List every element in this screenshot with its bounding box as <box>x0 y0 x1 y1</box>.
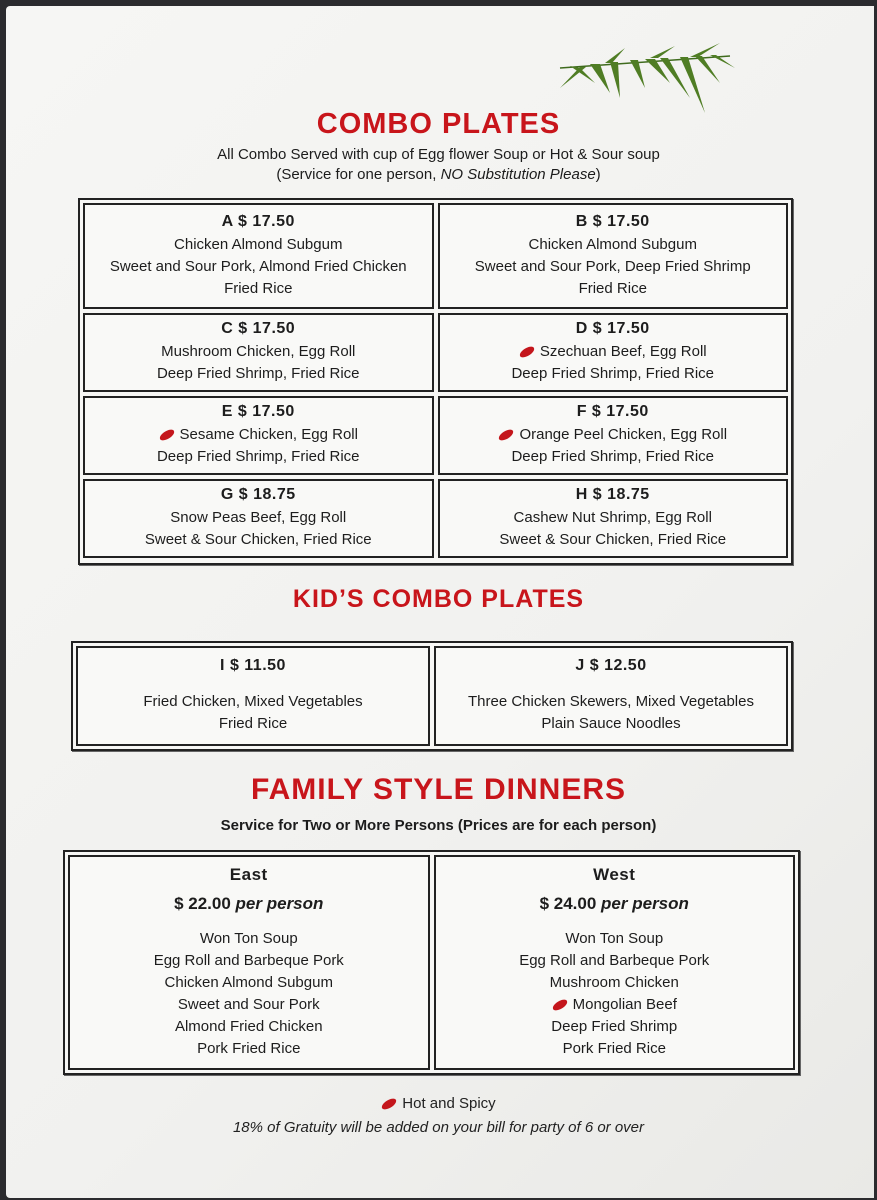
menu-item-price <box>436 894 794 914</box>
gratuity-note: 18% of Gratuity will be added on your bill for party of 6 or over <box>232 1119 645 1136</box>
combo-heading: COMBO PLATES <box>316 108 561 140</box>
menu-item-text: Sweet and Sour Pork, Almond Fried Chicken <box>109 257 407 275</box>
menu-item-box <box>68 855 430 1070</box>
menu-item-text: Plain Sauce Noodles <box>541 715 681 732</box>
menu-item-line <box>440 278 787 300</box>
menu-item-line <box>440 507 787 529</box>
price-value: $ 22.00 <box>174 894 231 913</box>
menu-item-line <box>70 950 428 972</box>
menu-item-text: Egg Roll and Barbeque Pork <box>519 952 710 969</box>
menu-item-line <box>85 424 432 446</box>
menu-item-text: Three Chicken Skewers, Mixed Vegetables <box>468 693 754 710</box>
menu-item-line <box>70 994 428 1016</box>
combo-subtitle-line2-a: (Service for one person, <box>276 166 441 183</box>
menu-item-title: D $ 17.50 <box>575 320 650 337</box>
menu-item-text: Deep Fried Shrimp <box>551 1018 678 1035</box>
menu-item-text: Snow Peas Beef, Egg Roll <box>170 509 347 526</box>
family-subtitle: Service for Two or More Persons (Prices are for each person) <box>220 817 657 834</box>
menu-item-text: Pork Fried Rice <box>562 1040 666 1057</box>
menu-item-line <box>436 950 794 972</box>
menu-item-text: Sweet and Sour Pork, Deep Fried Shrimp <box>474 257 751 275</box>
menu-item-line <box>440 446 787 468</box>
menu-item-line <box>440 363 787 385</box>
menu-item-text: Fried Rice <box>578 279 647 297</box>
menu-item-text: Sweet and Sour Pork <box>177 996 320 1013</box>
menu-item-line <box>70 1016 428 1038</box>
menu-item-text: Cashew Nut Shrimp, Egg Roll <box>513 509 712 526</box>
combo-subtitle-2 <box>0 166 877 183</box>
menu-item-title: F $ 17.50 <box>576 403 649 420</box>
menu-item-line <box>440 424 787 446</box>
menu-item-line <box>85 278 432 300</box>
chili-pepper-icon <box>380 1097 398 1111</box>
menu-item-text: Fried Rice <box>218 715 288 732</box>
menu-item-title: G $ 18.75 <box>220 486 296 503</box>
menu-item-box <box>438 313 789 392</box>
menu-item-text: Mushroom Chicken <box>549 974 679 991</box>
menu-item-line <box>436 994 794 1016</box>
menu-item-text: Deep Fried Shrimp, Fried Rice <box>511 448 715 465</box>
chili-pepper-icon <box>518 345 536 359</box>
menu-item-box <box>438 396 789 475</box>
menu-item-title: E $ 17.50 <box>221 403 295 420</box>
menu-item-line <box>85 507 432 529</box>
menu-item-text: Egg Roll and Barbeque Pork <box>153 952 344 969</box>
menu-item-line <box>85 341 432 363</box>
menu-item-line <box>436 928 794 950</box>
combo-subtitle <box>0 146 877 163</box>
menu-item-line <box>85 529 432 551</box>
menu-item-text: Almond Fried Chicken <box>174 1018 323 1035</box>
menu-item-title: I $ 11.50 <box>220 657 286 674</box>
chili-pepper-icon <box>158 428 176 442</box>
menu-item-line <box>78 691 428 713</box>
menu-item-line <box>440 256 787 278</box>
menu-item-text: Chicken Almond Subgum <box>528 235 697 253</box>
menu-item-text: Sweet & Sour Chicken, Fried Rice <box>499 531 727 548</box>
menu-item-box <box>438 203 789 309</box>
chili-pepper-icon <box>497 428 515 442</box>
menu-item-title: H $ 18.75 <box>575 486 650 503</box>
menu-item-text: Sesame Chicken, Egg Roll <box>179 426 358 443</box>
menu-item-line <box>78 713 428 735</box>
menu-item-line <box>436 713 786 735</box>
chili-pepper-icon <box>551 998 569 1012</box>
menu-item-line <box>436 1038 794 1060</box>
menu-item-text: Deep Fried Shrimp, Fried Rice <box>511 365 715 382</box>
menu-item-text: Orange Peel Chicken, Egg Roll <box>519 426 728 443</box>
menu-item-line <box>70 928 428 950</box>
menu-item-text: Deep Fried Shrimp, Fried Rice <box>156 365 360 382</box>
menu-item-box <box>83 479 434 558</box>
menu-item-line <box>85 446 432 468</box>
menu-item-title: East <box>229 865 268 884</box>
menu-item-line <box>70 1038 428 1060</box>
menu-item-box <box>83 313 434 392</box>
menu-item-text: Won Ton Soup <box>565 930 664 947</box>
menu-item-line <box>440 234 787 256</box>
price-value: $ 24.00 <box>539 894 597 913</box>
spicy-legend <box>0 1095 877 1112</box>
menu-item-title: C $ 17.50 <box>221 320 296 337</box>
menu-item-text: Fried Chicken, Mixed Vegetables <box>143 693 363 710</box>
menu-item-line <box>436 972 794 994</box>
menu-item-text: Mongolian Beef <box>572 996 677 1013</box>
family-grid <box>63 850 800 1075</box>
menu-item-box <box>438 479 789 558</box>
price-unit: per person <box>601 894 689 913</box>
combo-subtitle-line2-b: NO Substitution Please <box>440 166 596 183</box>
spicy-legend-label: Hot and Spicy <box>402 1095 496 1112</box>
menu-item-text: Fried Rice <box>224 279 293 297</box>
menu-item-line <box>440 529 787 551</box>
menu-item-text: Szechuan Beef, Egg Roll <box>539 343 707 360</box>
menu-item-line <box>85 234 432 256</box>
menu-item-title: A $ 17.50 <box>221 212 295 230</box>
kids-heading: KID’S COMBO PLATES <box>292 585 585 613</box>
menu-item-line <box>85 256 432 278</box>
menu-item-line <box>85 363 432 385</box>
menu-item-box <box>434 646 788 746</box>
kids-grid <box>71 641 793 751</box>
menu-item-text: Mushroom Chicken, Egg Roll <box>161 343 356 360</box>
menu-item-box <box>76 646 430 746</box>
combo-subtitle-line2-c: ) <box>595 166 601 183</box>
menu-item-title: B $ 17.50 <box>575 212 650 230</box>
menu-item-box <box>434 855 796 1070</box>
menu-item-line <box>70 972 428 994</box>
combo-grid <box>78 198 793 565</box>
menu-item-text: Pork Fried Rice <box>197 1040 301 1057</box>
menu-item-price <box>70 894 428 914</box>
menu-item-text: Chicken Almond Subgum <box>164 974 333 991</box>
combo-subtitle-line1: All Combo Served with cup of Egg flower Soup or Hot & Sour soup <box>217 146 660 163</box>
menu-item-text: Sweet & Sour Chicken, Fried Rice <box>144 531 372 548</box>
menu-item-box <box>83 396 434 475</box>
menu-item-title: J $ 12.50 <box>575 657 647 674</box>
menu-item-box <box>83 203 434 309</box>
menu-item-text: Deep Fried Shrimp, Fried Rice <box>156 448 360 465</box>
menu-item-text: Won Ton Soup <box>199 930 298 947</box>
menu-item-title: West <box>593 865 636 884</box>
menu-item-line <box>440 341 787 363</box>
family-heading: FAMILY STYLE DINNERS <box>250 773 627 806</box>
price-unit: per person <box>235 894 324 913</box>
menu-item-line <box>436 1016 794 1038</box>
menu-item-line <box>436 691 786 713</box>
menu-item-text: Chicken Almond Subgum <box>174 235 343 253</box>
